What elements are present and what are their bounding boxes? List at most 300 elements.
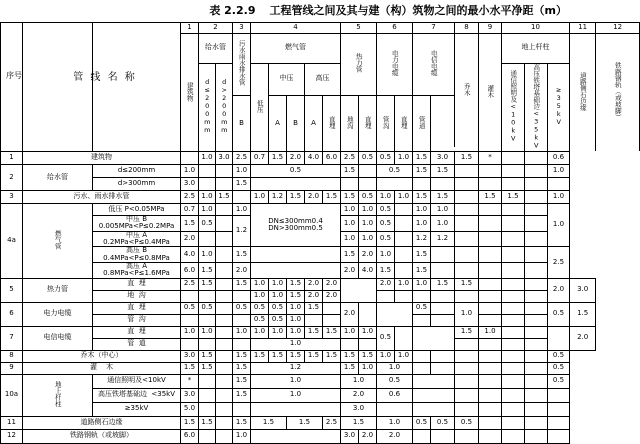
table-row (1, 262, 640, 278)
cell: * (479, 151, 502, 164)
cell (431, 290, 455, 302)
row-name: 燃气管 (23, 203, 93, 278)
cell (479, 247, 502, 263)
cell: 1.5 (233, 177, 251, 190)
group-pole: 地上杆柱 (502, 33, 570, 63)
table-row (1, 338, 640, 350)
sub-gas-mid: 中压 (269, 63, 305, 95)
col-number-9: 9 (479, 22, 502, 33)
sub-water-big: d>200mm (216, 63, 233, 151)
cell (377, 177, 413, 190)
cell: 1.5 (181, 362, 199, 374)
cell: 0.5 (251, 314, 269, 326)
cell (251, 402, 341, 416)
cell (216, 338, 233, 350)
cell (413, 177, 431, 190)
sub-pole-hv-low: 高压铁塔基础边<35kV (525, 63, 548, 151)
cell: 2.0 (305, 290, 323, 302)
cell: 2.0 (323, 278, 341, 290)
cell (181, 338, 199, 350)
cell (479, 231, 502, 247)
cell: 0.5 (377, 215, 395, 231)
cell: 2.5 (323, 416, 341, 429)
cell (479, 177, 502, 190)
row-name: 电力电缆 (23, 302, 93, 326)
cell (502, 302, 525, 314)
cell: 1.5 (233, 362, 251, 374)
cell: 1.0 (251, 338, 341, 350)
cell: 1.5 (199, 362, 216, 374)
cell (502, 388, 525, 402)
cell: 2.0 (341, 262, 359, 278)
cell: 0.7 (251, 151, 269, 164)
table-row (1, 290, 640, 302)
table-row (1, 203, 640, 215)
cell (525, 278, 548, 290)
cell (525, 302, 548, 314)
cell: 0.5 (413, 302, 431, 314)
cell (525, 362, 548, 374)
cell: 1.5 (455, 278, 479, 290)
cell (413, 290, 431, 302)
cell (323, 314, 341, 326)
cell: 1.5 (269, 151, 287, 164)
cell (502, 247, 525, 263)
cell (548, 388, 570, 402)
cell: 1.5 (233, 388, 251, 402)
cell: 1.0 (413, 215, 431, 231)
cell (548, 402, 570, 416)
cell (455, 338, 479, 350)
cell (413, 374, 455, 388)
sub-power-trench: 管沟 (377, 95, 395, 151)
cell (395, 290, 413, 302)
cell: 2.5 (341, 151, 359, 164)
cell (455, 350, 479, 362)
cell (502, 416, 525, 429)
cell: 1.0 (341, 374, 377, 388)
cell (548, 177, 570, 190)
col-number-5: 5 (341, 22, 377, 33)
row-name: 给水管 (23, 164, 93, 190)
row-no: 4a (1, 203, 23, 278)
cell (216, 290, 233, 302)
cell: 1.0 (251, 388, 341, 402)
cell: 1.0 (269, 290, 287, 302)
cell: 1.5 (181, 215, 199, 231)
cell (233, 290, 251, 302)
cell (359, 338, 377, 350)
row-no: 8 (1, 350, 23, 362)
table-row (1, 314, 640, 326)
cell (502, 278, 525, 290)
cell: 0.5 (548, 350, 570, 362)
cell: 1.2 (251, 362, 341, 374)
cell (479, 350, 502, 362)
cell (341, 278, 377, 302)
row-sub: 中压 A 0.2MPa<P≤0.4MPa (93, 231, 181, 247)
cell (525, 203, 548, 215)
cell (525, 247, 548, 263)
cell: 1.5 (359, 350, 377, 362)
cell (455, 247, 479, 263)
cell: 1.5 (287, 278, 305, 290)
group-curb: 道路侧石边缘 (570, 33, 596, 151)
cell: 1.5 (479, 190, 502, 203)
cell: 4.0 (359, 262, 377, 278)
cell: 2.0 (181, 231, 199, 247)
table-row (1, 416, 640, 429)
cell: 0.5 (377, 326, 395, 350)
table-row (1, 302, 640, 314)
cell (216, 362, 233, 374)
group-tree: 乔木 (455, 33, 479, 147)
cell (216, 314, 233, 326)
cell (525, 190, 548, 203)
cell (216, 215, 233, 231)
cell (525, 177, 548, 190)
cell (479, 362, 502, 374)
cell: 0.5 (233, 302, 251, 314)
cell (377, 290, 395, 302)
group-rail: 铁路钢轨（或坡脚） (596, 33, 640, 151)
cell: 0.5 (377, 151, 395, 164)
cell: 1.5 (305, 326, 323, 338)
cell (431, 177, 455, 190)
cell: 1.0 (233, 326, 251, 338)
table-row (1, 190, 640, 203)
cell: 1.5 (341, 247, 359, 263)
cell: 0.5 (431, 416, 455, 429)
sub-gas-mid-A: A (269, 95, 287, 151)
cell: 6.0 (181, 262, 199, 278)
cell: 1.5 (413, 164, 431, 177)
cell (479, 314, 502, 326)
row-sub: 通信照明及<10kV (93, 374, 181, 388)
cell (502, 374, 525, 388)
cell (413, 388, 455, 402)
cell: 1.0 (395, 190, 413, 203)
cell: 1.2 (269, 190, 287, 203)
cell (199, 164, 216, 177)
cell: 1.5 (431, 278, 455, 290)
cell: 1.0 (233, 164, 251, 177)
sub-heat-trench: 地沟 (341, 95, 359, 151)
cell: 1.0 (251, 374, 341, 388)
cell (431, 314, 455, 326)
cell (216, 388, 233, 402)
cell: 1.0 (251, 290, 269, 302)
cell: 1.0 (199, 151, 216, 164)
cell: 1.5 (455, 151, 479, 164)
cell: 1.2 (413, 231, 431, 247)
cell: 1.0 (233, 203, 251, 215)
cell (502, 203, 525, 215)
cell: 1.5 (341, 416, 377, 429)
cell: 1.5 (199, 278, 216, 290)
cell: 1.5 (199, 350, 216, 362)
cell: 1.5 (251, 416, 287, 429)
cell: 3.0 (216, 151, 233, 164)
table-title-cell (181, 0, 596, 22)
cell: 1.0 (233, 429, 251, 443)
cell: 1.5 (502, 190, 525, 203)
cell (502, 314, 525, 326)
row-sub: 高压铁塔基础边 <35kV (93, 388, 181, 402)
cell (216, 231, 233, 247)
row-no: 2 (1, 164, 23, 190)
cell (413, 326, 455, 350)
table-row (1, 402, 640, 416)
cell: 1.0 (377, 416, 413, 429)
cell: 1.0 (199, 247, 216, 263)
cell (216, 262, 233, 278)
row-name: 建筑物 (23, 151, 181, 164)
cell: 1.0 (359, 326, 377, 338)
cell: 0.6 (548, 151, 570, 164)
cell: 0.5 (377, 231, 395, 247)
group-building: 建筑物 (181, 33, 199, 151)
sub-tel-duct: 管道 (413, 95, 431, 151)
cell: 3.0 (570, 278, 596, 302)
cell: * (181, 374, 199, 388)
row-sub: ≥35kV (93, 402, 181, 416)
cell (216, 326, 233, 338)
group-gas: 燃气管 (251, 33, 341, 63)
cell (525, 262, 548, 278)
cell: 5.0 (181, 402, 199, 416)
cell (525, 338, 548, 350)
cell (413, 314, 431, 326)
cell: 2.5 (233, 151, 251, 164)
cell (413, 350, 431, 362)
cell (502, 350, 525, 362)
table-row (1, 247, 640, 263)
sub-water-small: d≤200mm (199, 63, 216, 151)
table-row (1, 374, 640, 388)
cell: 1.5 (413, 247, 431, 263)
cell: 1.5 (323, 350, 341, 362)
row-no: 9 (1, 362, 23, 374)
cell (525, 290, 548, 302)
col-number-1: 1 (181, 22, 199, 33)
cell (502, 151, 525, 164)
col-number-4: 4 (251, 22, 341, 33)
cell (216, 177, 233, 190)
row-name: 铁路钢轨（或坡脚） (23, 429, 181, 443)
cell (199, 338, 216, 350)
cell: 1.0 (377, 350, 395, 362)
cell: 0.5 (199, 302, 216, 314)
cell (455, 374, 479, 388)
row-sub: 高压 B 0.4MPa<P≤0.8MPa (93, 247, 181, 263)
cell: 1.5 (413, 262, 431, 278)
row-name: 污水、雨水排水管 (23, 190, 181, 203)
cell (455, 290, 479, 302)
sub-gas-mid-B: B (233, 95, 251, 151)
cell (395, 326, 413, 350)
cell: 2.0 (287, 151, 305, 164)
cell: 1.0 (395, 350, 413, 362)
row-sub: d≤200mm (93, 164, 181, 177)
cell (199, 314, 216, 326)
cell: 0.5 (413, 416, 431, 429)
gas-note: DN≤300mm0.4 DN>300mm0.5 (251, 203, 341, 246)
cell (502, 262, 525, 278)
cell: 0.5 (548, 362, 570, 374)
cell: 1.5 (269, 350, 287, 362)
col-number-7: 7 (413, 22, 455, 33)
cell (479, 262, 502, 278)
cell: 2.0 (323, 290, 341, 302)
cell: 1.0 (395, 151, 413, 164)
cell: 2.5 (181, 190, 199, 203)
cell: 1.0 (548, 164, 570, 177)
cell (216, 302, 233, 314)
cell (455, 262, 479, 278)
cell (341, 338, 359, 350)
table-row (1, 151, 640, 164)
cell: 1.0 (431, 215, 455, 231)
cell (199, 374, 216, 388)
cell: 1.0 (479, 326, 502, 338)
cell (216, 374, 233, 388)
cell: 1.5 (233, 278, 251, 290)
cell (233, 402, 251, 416)
cell: 1.0 (287, 326, 305, 338)
cell: 1.0 (548, 203, 570, 246)
cell (395, 247, 413, 263)
cell (431, 362, 455, 374)
cell: 1.0 (548, 190, 570, 203)
cell (525, 374, 548, 388)
cell (455, 215, 479, 231)
cell (216, 164, 233, 177)
cell: 0.5 (377, 164, 413, 177)
row-name: 灌 木 (23, 362, 181, 374)
cell (502, 290, 525, 302)
sub-tel-direct: 直埋 (395, 95, 413, 151)
cell: 1.5 (287, 350, 305, 362)
cell (431, 247, 455, 263)
cell (525, 215, 548, 231)
cell: 2.5 (181, 278, 199, 290)
table-row (1, 350, 640, 362)
col-number-12: 12 (596, 22, 640, 33)
cell (233, 338, 251, 350)
cell (479, 416, 502, 429)
cell: 0.6 (377, 388, 413, 402)
cell: 1.0 (251, 278, 269, 290)
row-no: 6 (1, 302, 23, 326)
row-name: 道路侧石边缘 (23, 416, 181, 429)
cell: 1.0 (377, 247, 395, 263)
cell: 1.5 (455, 326, 479, 338)
cell (216, 350, 233, 362)
cell (455, 164, 479, 177)
cell (455, 402, 479, 416)
cell: 1.5 (287, 190, 305, 203)
group-telecom: 电信电缆 (413, 33, 455, 95)
cell (479, 402, 502, 416)
cell: 2.5 (548, 247, 570, 278)
group-heat: 热力管 (341, 33, 377, 95)
cell: 0.5 (269, 314, 287, 326)
cell (548, 326, 570, 350)
cell: 1.5 (413, 151, 431, 164)
cell: 1.0 (431, 203, 455, 215)
cell (548, 416, 570, 429)
cell (502, 177, 525, 190)
cell: 3.0 (341, 402, 377, 416)
row-name: 电信电缆 (23, 326, 93, 350)
cell (181, 314, 199, 326)
cell (181, 151, 199, 164)
cell: 0.5 (251, 302, 269, 314)
cell: 1.5 (233, 247, 251, 263)
cell: 1.5 (341, 190, 359, 203)
cell (323, 302, 341, 314)
cell (199, 388, 216, 402)
cell: 1.5 (287, 416, 323, 429)
cell (216, 203, 233, 215)
row-no: 3 (1, 190, 23, 203)
row-name: 乔木（中心） (23, 350, 181, 362)
col-number-8: 8 (455, 22, 479, 33)
cell (455, 177, 479, 190)
cell: 1.0 (181, 326, 199, 338)
table-row (1, 362, 640, 374)
cell: 0.5 (269, 302, 287, 314)
cell: 2.0 (305, 278, 323, 290)
cell: 2.0 (341, 388, 377, 402)
cell (431, 350, 455, 362)
cell: 1.5 (181, 416, 199, 429)
cell: 2.0 (233, 262, 251, 278)
cell: 0.5 (199, 215, 216, 231)
cell (502, 231, 525, 247)
col-number-10: 10 (502, 22, 570, 33)
row-sub: 中压 B 0.005MPa<P≤0.2MPa (93, 215, 181, 231)
col-number-2: 2 (199, 22, 233, 33)
cell (251, 262, 341, 278)
cell (199, 290, 216, 302)
cell: 0.7 (181, 203, 199, 215)
cell: 3.0 (181, 177, 199, 190)
cell: 1.0 (341, 215, 359, 231)
cell: 1.0 (377, 190, 395, 203)
cell: 1.2 (233, 215, 251, 246)
cell (479, 278, 502, 290)
cell: 0.5 (359, 190, 377, 203)
sub-power-direct: 直埋 (359, 95, 377, 151)
cell (479, 290, 502, 302)
cell: 1.0 (199, 203, 216, 215)
cell (525, 164, 548, 177)
cell (525, 402, 548, 416)
cell: 1.5 (233, 350, 251, 362)
row-no: 7 (1, 326, 23, 350)
cell: 1.0 (413, 203, 431, 215)
cell: 0.5 (377, 374, 413, 388)
cell: 2.0 (305, 190, 323, 203)
cell: 3.0 (341, 429, 359, 443)
table-row (1, 388, 640, 402)
cell (216, 247, 233, 263)
cell: 1.5 (305, 350, 323, 362)
cell (395, 203, 413, 215)
cell: 0.5 (251, 164, 341, 177)
